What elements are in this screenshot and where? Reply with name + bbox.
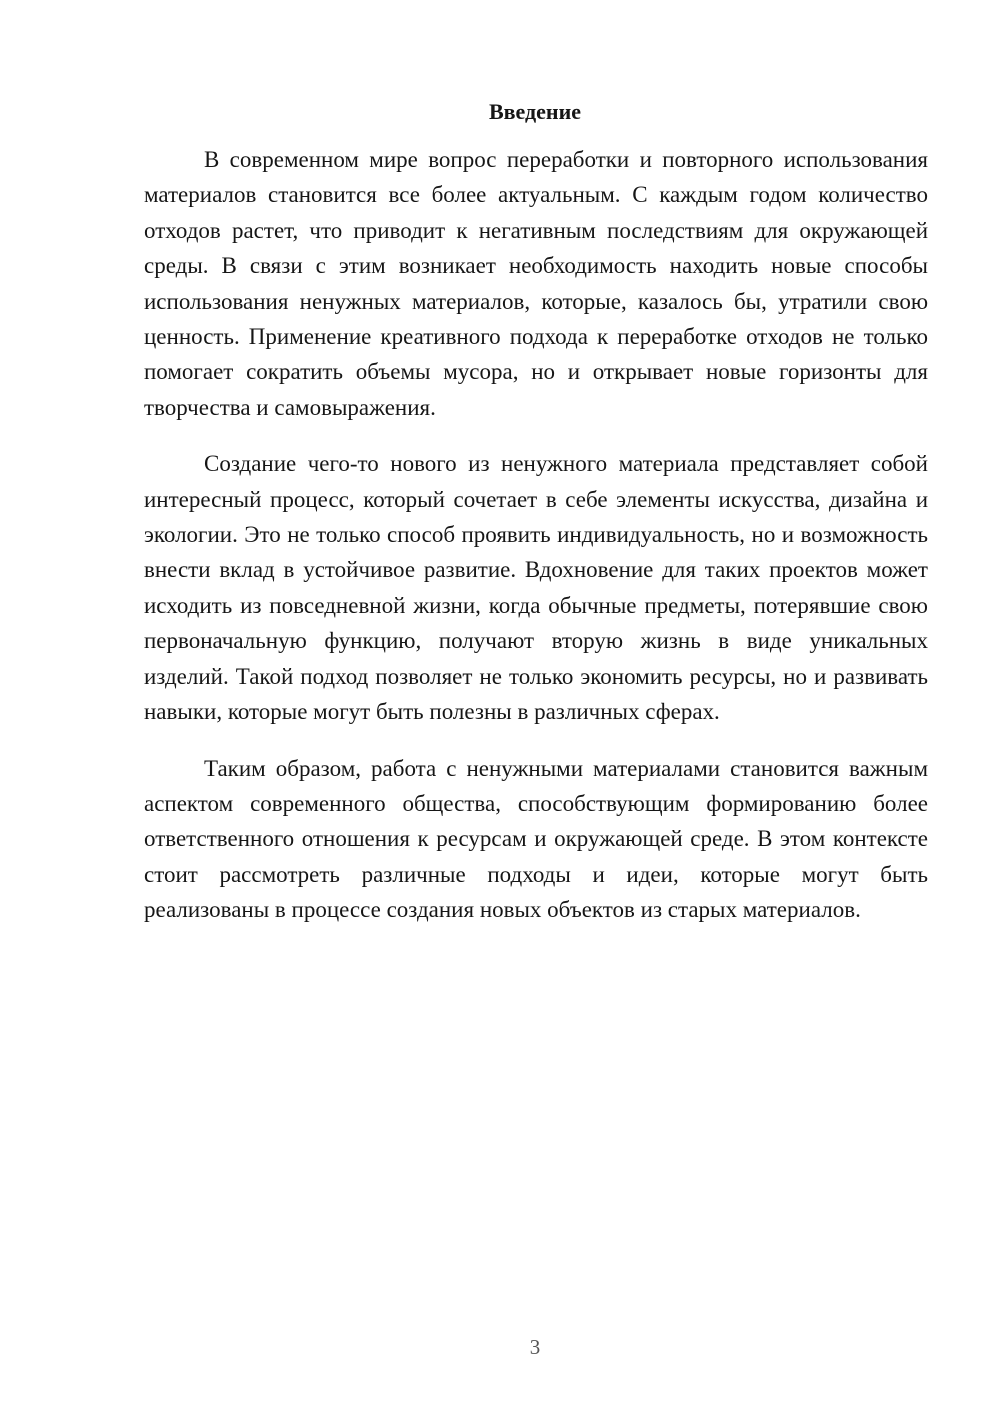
paragraph-2: Создание чего-то нового из ненужного материала представляет собой интересный процесс, который сочетает в себе элементы искусства, дизайна и экологии. Это не только способ проявить индивидуальность, но и возможность внести вклад в устойчивое развитие. Вдохновение для таких проектов может исходить из повседневной жизни, когда обычные предметы, потерявшие свою первоначальную функцию, получают вторую жизнь в виде уникальных изделий. Такой подход позволяет не только экономить ресурсы, но и развивать навыки, которые могут быть полезны в различных сферах. (144, 451, 928, 725)
body-text (144, 142, 928, 928)
paragraph-3: Таким образом, работа с ненужными материалами становится важным аспектом современного общества, способствующим формированию более ответственного отношения к ресурсам и окружающей среде. В этом контексте стоит рассмотреть различные подходы и идеи, которые могут быть реализованы в процессе создания новых объектов из старых материалов. (144, 755, 928, 923)
paragraph-1: В современном мире вопрос переработки и повторного использования материалов становится все более актуальным. С каждым годом количество отходов растет, что приводит к негативным последствиям для окружающей среды. В связи с этим возникает необходимость находить новые способы использования ненужных материалов, которые, казалось бы, утратили свою ценность. Применение креативного подхода к переработке отходов не только помогает сократить объемы мусора, но и открывает новые горизонты для творчества и самовыражения. (144, 147, 928, 420)
page-number: 3 (529, 1335, 541, 1359)
section-heading: Введение (488, 99, 582, 124)
